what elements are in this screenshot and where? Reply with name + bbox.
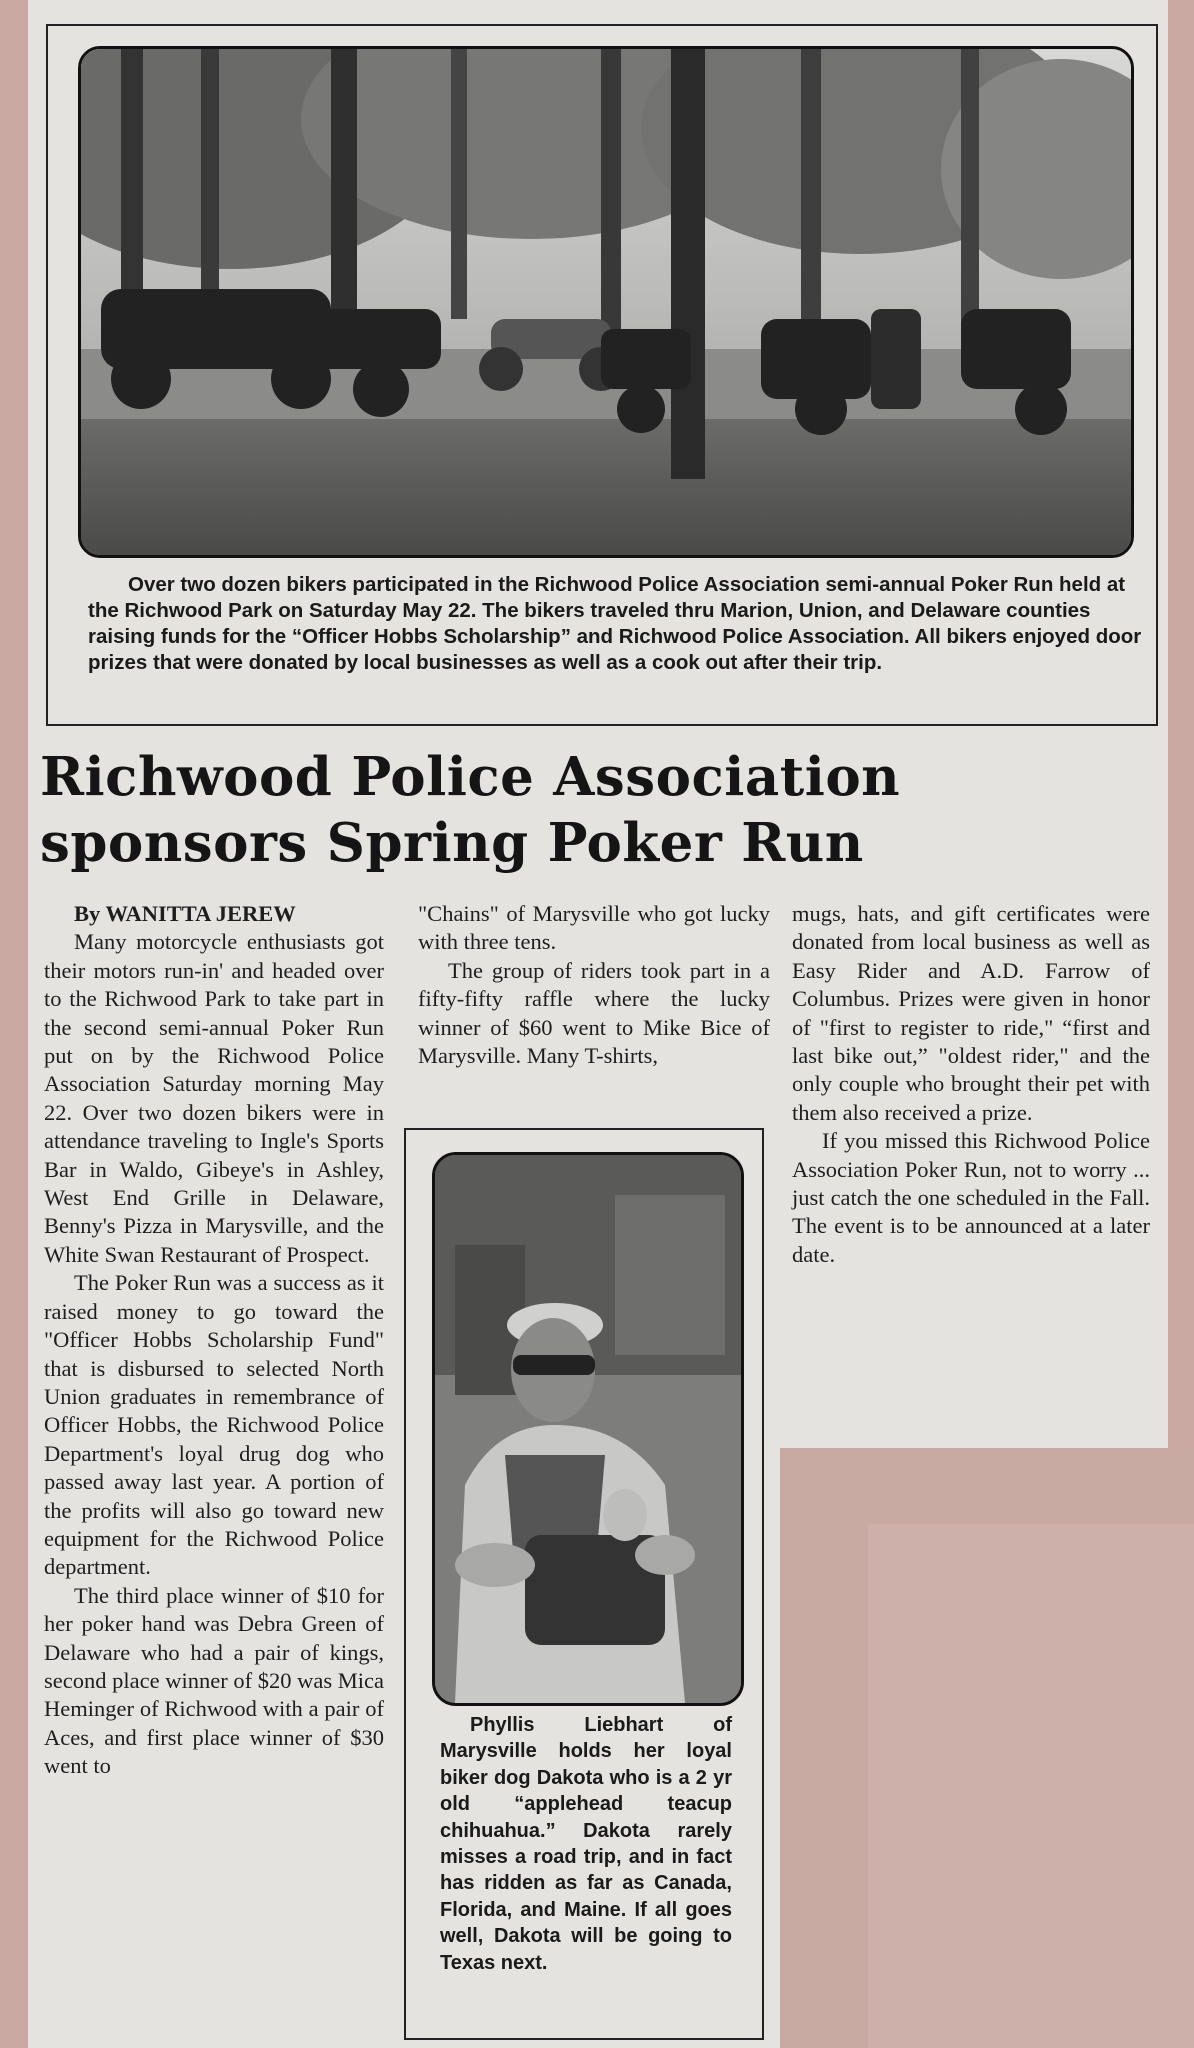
col2-paragraph-1: "Chains" of Marysville who got lucky with three tens. (418, 901, 770, 955)
article-column-3 (792, 900, 1150, 1269)
article-column-2 (418, 900, 770, 1070)
col2-paragraph-2: The group of riders took part in a fifty-fifty raffle where the lucky winner of $60 went to Mike Bice of Marysville. Many T-shirts, (418, 957, 770, 1069)
inset-photo-caption: Phyllis Liebhart of Marysville holds her loyal biker dog Dakota who is a 2 yr old “applehead teacup chihuahua.” Dakota rarely misses a road trip, and in fact has ridden as far as Canada, Florida, and Maine. If all goes well, Dakota will be going to Texas next. (440, 1714, 732, 1974)
col1-paragraph-1: Many motorcycle enthusiasts got their motors run-in' and headed over to the Richwood Park to take part in the second semi-annual Poker Run put on by the Richwood Police Association Saturday morning May 22. Over two dozen bikers were in attendance traveling to Ingle's Sports Bar in Waldo, Gibeye's in Ashley, West End Grille in Delaware, Benny's Pizza in Marysville, and the White Swan Restaurant of Prospect. (44, 929, 384, 1267)
col3-paragraph-2: If you missed this Richwood Police Association Poker Run, not to worry ... just catch the one scheduled in the Fall. The event is to be announced at a later date. (792, 1128, 1150, 1267)
col1-paragraph-3: The third place winner of $10 for her poker hand was Debra Green of Delaware who had a pair of kings, second place winner of $20 was Mica Heminger of Richwood with a pair of Aces, and first place winner of $30 went to (44, 1582, 384, 1779)
backing-paper (780, 1448, 1194, 2048)
article-column-1 (44, 900, 384, 1781)
top-photo-box (46, 24, 1158, 726)
top-photo-caption: Over two dozen bikers participated in the Richwood Police Association semi-annual Poker Run held at the Richwood Park on Saturday May 22. The bikers traveled thru Marion, Union, and Delaware counties raising funds for the “Officer Hobbs Scholarship” and Richwood Police Association. All bikers enjoyed door prizes that were donated by local businesses as well as a cook out after their trip. (88, 573, 1142, 674)
article-headline (40, 744, 1160, 876)
woman-holding-dog-photo (432, 1152, 744, 1706)
col3-paragraph-1: mugs, hats, and gift certificates were donated from local business as well as Easy Rider and A.D. Farrow of Columbus. Prizes were given in honor of "first to register to ride," “first and last bike out,” "oldest rider," and the only couple who brought their pet with them also received a prize. (792, 901, 1150, 1125)
byline: By WANITTA JEREW (74, 901, 296, 926)
woman-dog-photo-illustration (435, 1155, 741, 1703)
inset-photo-box (404, 1128, 764, 2040)
col1-paragraph-2: The Poker Run was a success as it raised money to go toward the "Officer Hobbs Scholarship Fund" that is disbursed to selected North Union graduates in remembrance of Officer Hobbs, the Richwood Police Department's loyal drug dog who passed away last year. A portion of the profits will also go toward new equipment for the Richwood Police department. (44, 1270, 384, 1580)
headline-line-1: Richwood Police Association (40, 746, 901, 808)
backing-paper-inner (868, 1524, 1194, 2048)
motorcycles-photo-illustration (81, 49, 1131, 555)
headline-line-2: sponsors Spring Poker Run (40, 812, 864, 874)
motorcycles-in-park-photo (78, 46, 1134, 558)
